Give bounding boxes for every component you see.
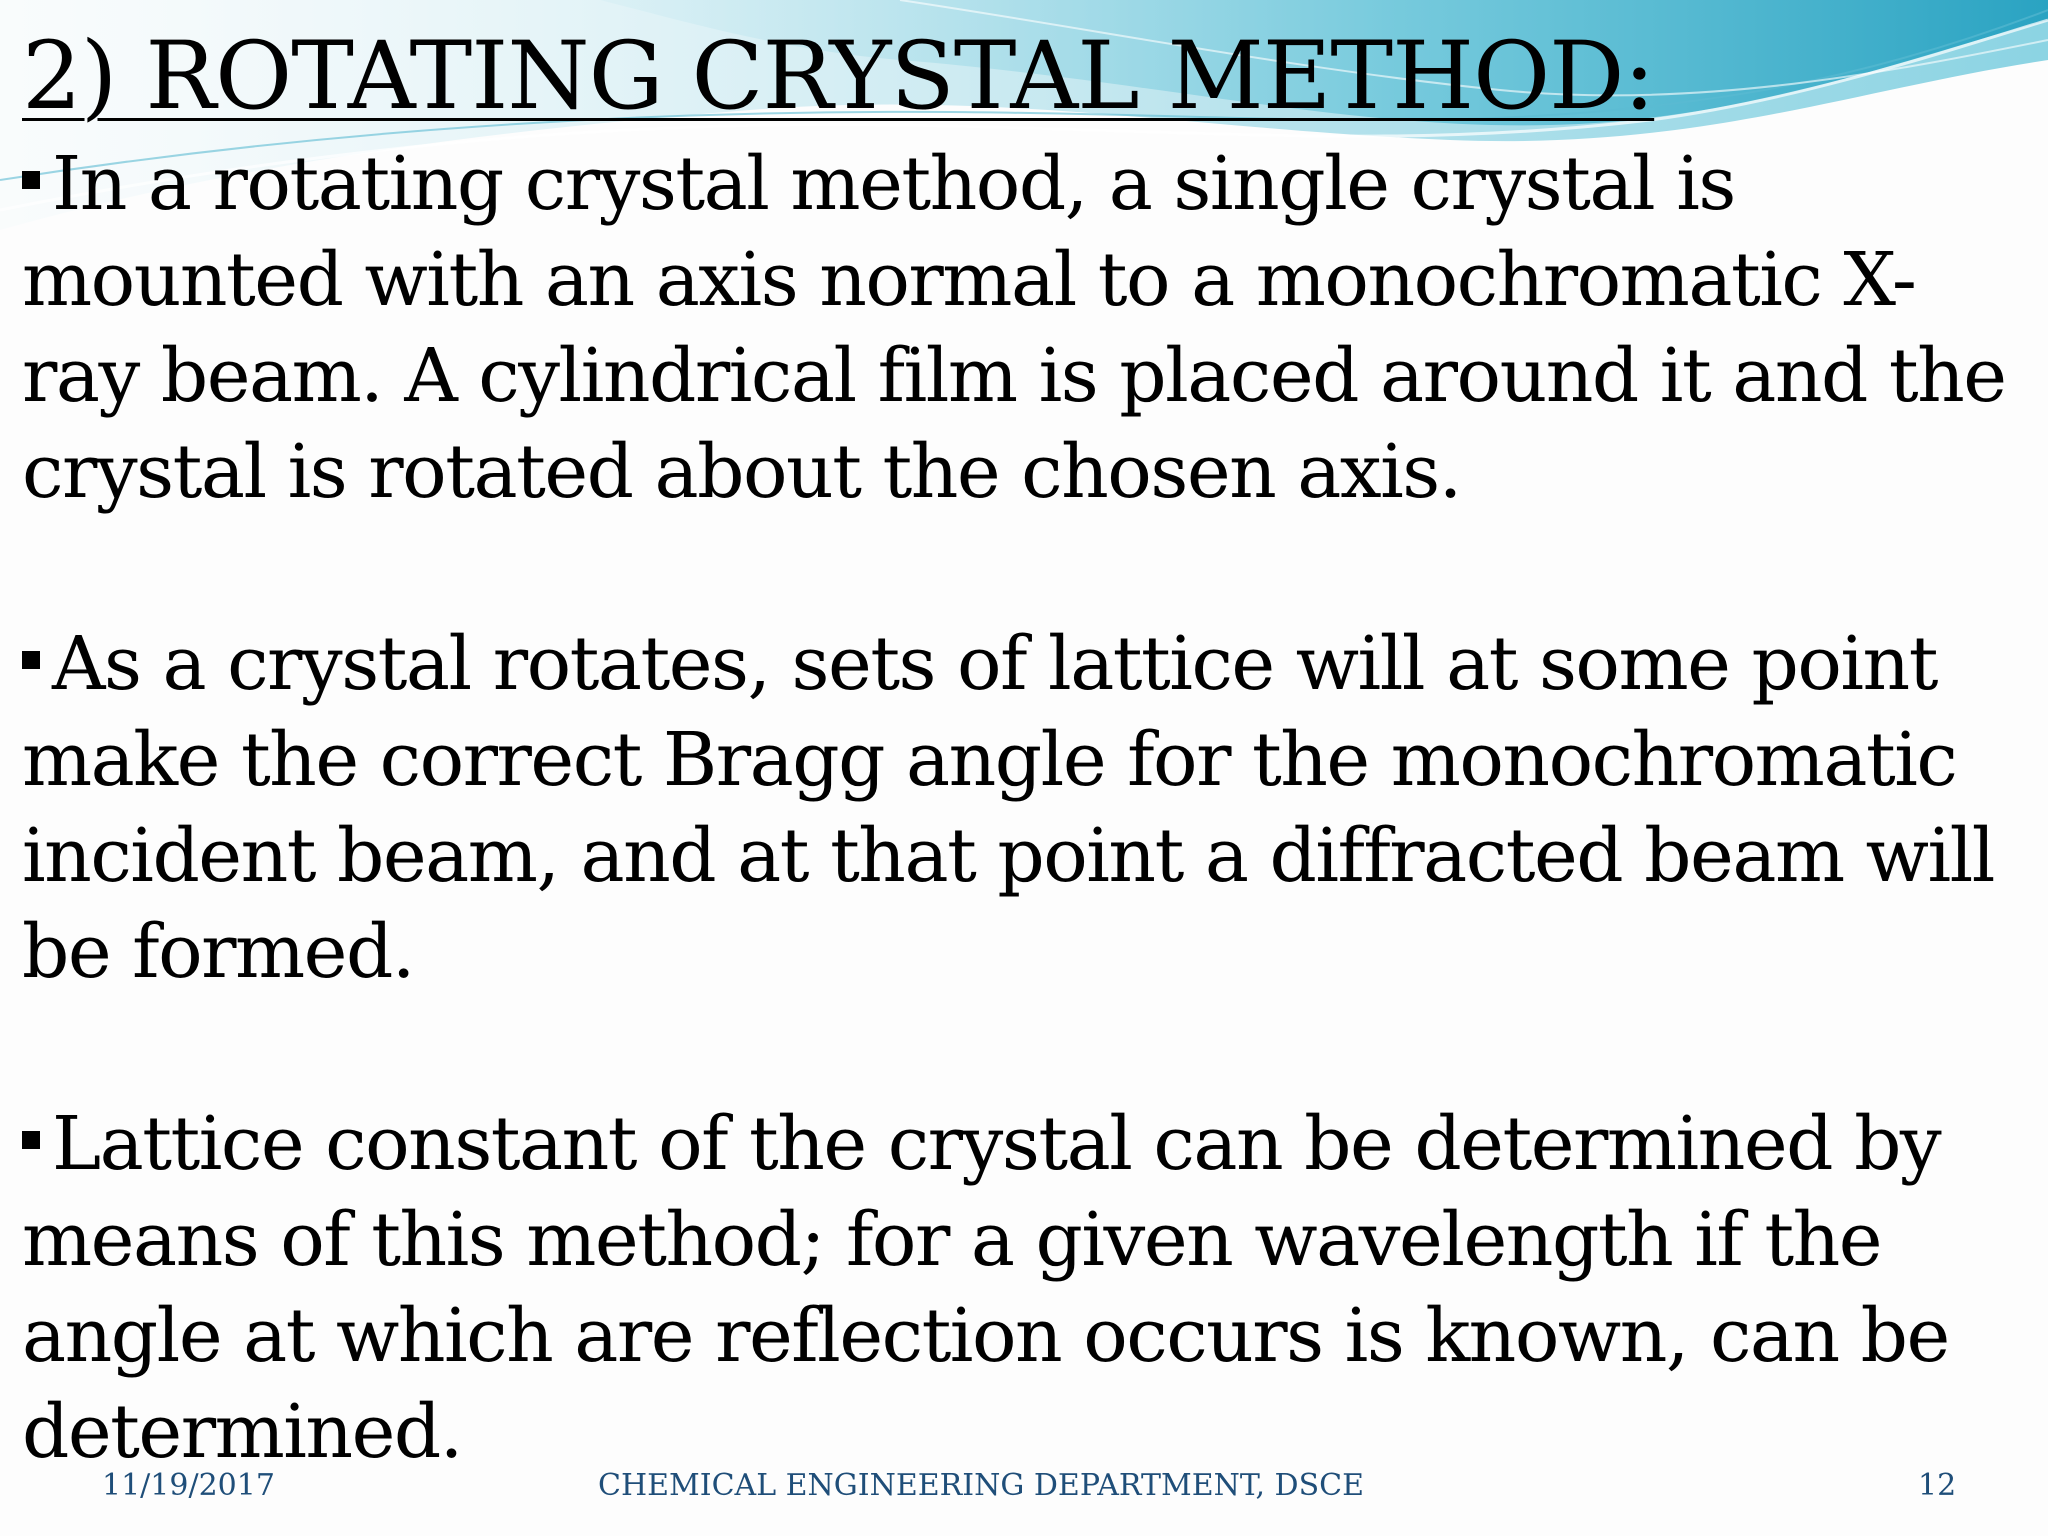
bullet-paragraph-3 — [22, 1096, 2032, 1480]
paragraph-text-2: As a crystal rotates, sets of lattice will at some point make the correct Bragg angle for the monochromatic incident beam, and at that point a diffracted beam will be formed. — [22, 621, 1994, 995]
footer-date: 11/19/2017 — [102, 1468, 275, 1503]
paragraph-text-3: Lattice constant of the crystal can be determined by means of this method; for a given wavelength if the angle at which are reflection occurs is known, can be determined. — [22, 1101, 1949, 1475]
bullet-paragraph-1 — [22, 136, 2032, 520]
slide-body — [22, 136, 2032, 1536]
slide-title: 2) ROTATING CRYSTAL METHOD: — [22, 22, 1655, 131]
bullet-paragraph-2 — [22, 616, 2032, 1000]
square-bullet-icon — [22, 651, 40, 669]
footer-page-number: 12 — [1918, 1468, 1957, 1503]
footer-department: CHEMICAL ENGINEERING DEPARTMENT, DSCE — [598, 1468, 1364, 1503]
paragraph-text-1: In a rotating crystal method, a single crystal is mounted with an axis normal to a monochromatic X-ray beam. A cylindrical film is placed around it and the crystal is rotated about the chosen axis. — [22, 141, 2006, 515]
square-bullet-icon — [22, 171, 40, 189]
square-bullet-icon — [22, 1131, 40, 1149]
